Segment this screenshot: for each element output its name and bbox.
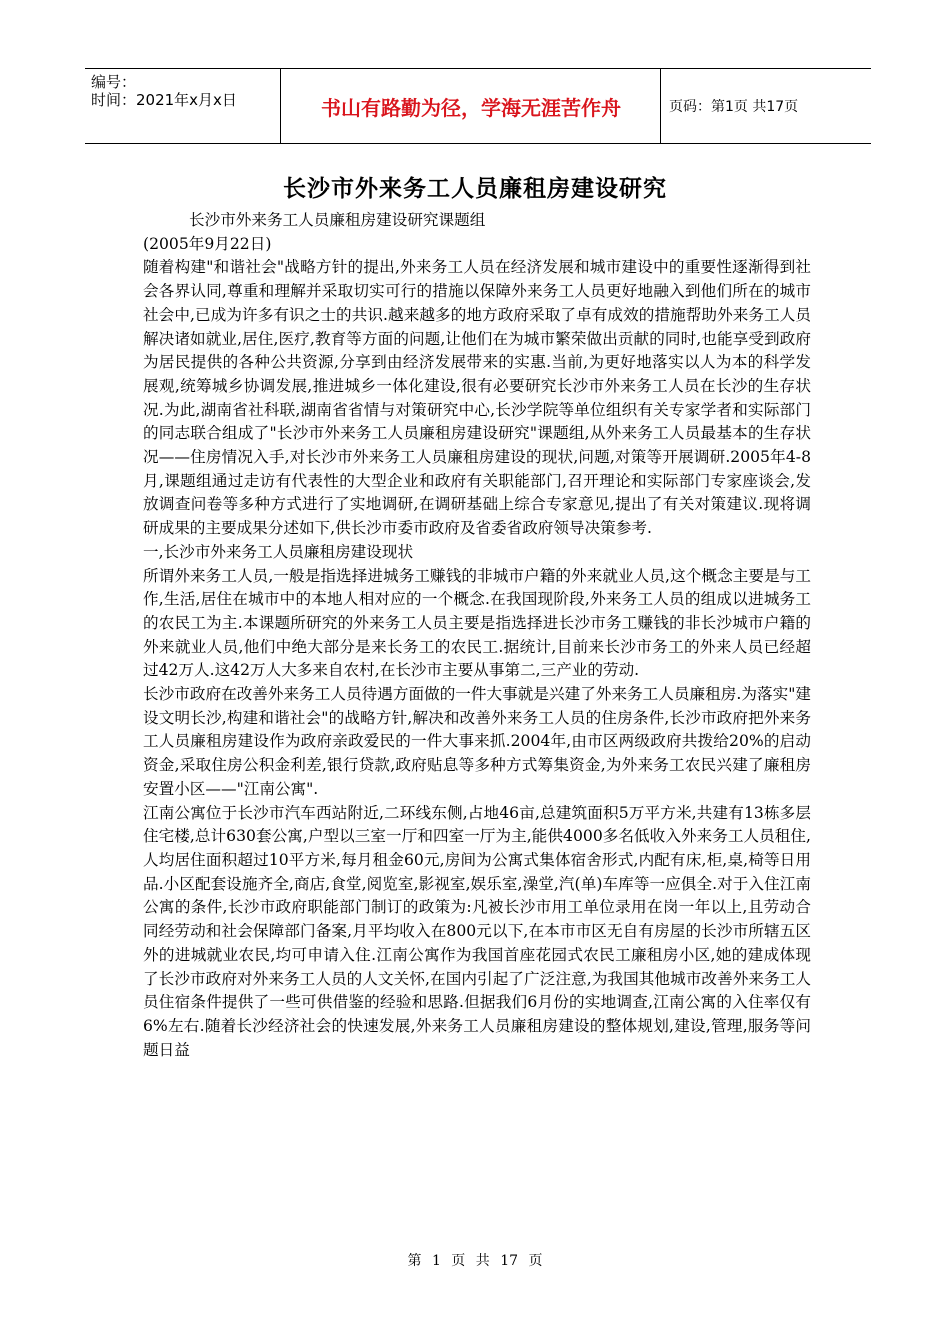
page-header <box>85 68 871 144</box>
paragraph: 长沙市政府在改善外来务工人员待遇方面做的一件大事就是兴建了外来务工人员廉租房.为落实"建设文明长沙,构建和谐社会"的战略方针,解决和改善外来务工人员的住房条件,长沙市政府把外来务工人员廉租房建设作为政府亲政爱民的一件大事来抓.2004年,由市区两级政府共拨给20%的启动资金,采取住房公积金利差,银行贷款,政府贴息等多种方式筹集资金,为外来务工农民兴建了廉租房安置小区——"江南公寓". <box>143 685 811 798</box>
document-title: 长沙市外来务工人员廉租房建设研究 <box>283 176 667 202</box>
paragraph: 所谓外来务工人员,一般是指选择进城务工赚钱的非城市户籍的外来就业人员,这个概念主要是与工作,生活,居住在城市中的本地人相对应的一个概念.在我国现阶段,外来务工人员的组成以进城务工的农民工为主.本课题所研究的外来务工人员主要是指选择进长沙市务工赚钱的非长沙城市户籍的外来就业人员,他们中绝大部分是来长务工的农民工.据统计,目前来长沙市务工的外来人员已经超过42万人.这42万人大多来自农村,在长沙市主要从事第二,三产业的劳动. <box>143 566 811 680</box>
header-page-info: 页码：第1页 共17页 <box>669 99 799 115</box>
paragraph: 江南公寓位于长沙市汽车西站附近,二环线东侧,占地46亩,总建筑面积5万平方米,共建有13栋多层住宅楼,总计630套公寓,户型以三室一厅和四室一厅为主,能供4000多名低收入外来务工人员租住,人均居住面积超过10平方米,每月租金60元,房间为公寓式集体宿舍形式,内配有床,柜,桌,椅等日用品.小区配套设施齐全,商店,食堂,阅览室,影视室,娱乐室,澡堂,汽(单)车库等一应俱全.对于入住江南公寓的条件,长沙市政府职能部门制订的政策为:凡被长沙市用工单位录用在岗一年以上,且劳动合同经劳动和社会保障部门备案,月平均收入在800元以下,在本市市区无自有房屋的长沙市所辖五区外的进城就业农民,均可申请入住.江南公寓作为我国首座花园式农民工廉租房小区,她的建成体现了长沙市政府对外来务工人员的人文关怀,在国内引起了广泛注意,为我国其他城市改善外来务工人员住宿条件提供了一些可供借鉴的经验和思路.但据我们6月份的实地调查,江南公寓的入住率仅有6%左右.随着长沙经济社会的快速发展,外来务工人员廉租房建设的整体规划,建设,管理,服务等问题日益 <box>143 803 811 1059</box>
document-date: (2005年9月22日) <box>143 234 272 253</box>
header-meta <box>85 69 281 143</box>
number-label: 编号： <box>91 73 137 91</box>
time-label: 时间：2021年x月x日 <box>91 91 237 109</box>
paragraph: 随着构建"和谐社会"战略方针的提出,外来务工人员在经济发展和城市建设中的重要性逐渐得到社会各界认同,尊重和理解并采取切实可行的措施以保障外来务工人员更好地融入到他们所在的城市社会中,已成为许多有识之士的共识.越来越多的地方政府采取了卓有成效的措施帮助外来务工人员解决诸如就业,居住,医疗,教育等方面的问题,让他们在为城市繁荣做出贡献的同时,也能享受到政府为居民提供的各种公共资源,分享到由经济发展带来的实惠.当前,为更好地落实以人为本的科学发展观,统筹城乡协调发展,推进城乡一体化建设,很有必要研究长沙市外来务工人员在长沙的生存状况.为此,湖南省社科联,湖南省省情与对策研究中心,长沙学院等单位组织有关专家学者和实际部门的同志联合组成了"长沙市外来务工人员廉租房建设研究"课题组,从外来务工人员最基本的生存状况——住房情况入手,对长沙市外来务工人员廉租房建设的现状,问题,对策等开展调研.2005年4-8月,课题组通过走访有代表性的大型企业和政府有关职能部门,召开理论和实际部门专家座谈会,发放调查问卷等多种方式进行了实地调研,在调研基础上综合专家意见,提出了有关对策建议.现将调研成果的主要成果分述如下,供长沙市委市政府及省委省政府领导决策参考. <box>143 258 811 538</box>
document-subtitle: 长沙市外来务工人员廉租房建设研究课题组 <box>189 211 486 229</box>
document-body <box>143 209 811 1062</box>
section-heading: 一,长沙市外来务工人员廉租房建设现状 <box>143 542 414 561</box>
header-motto: 书山有路勤为径，学海无涯苦作舟 <box>282 69 661 143</box>
page-footer: 第 1 页 共 17 页 <box>407 1253 543 1269</box>
